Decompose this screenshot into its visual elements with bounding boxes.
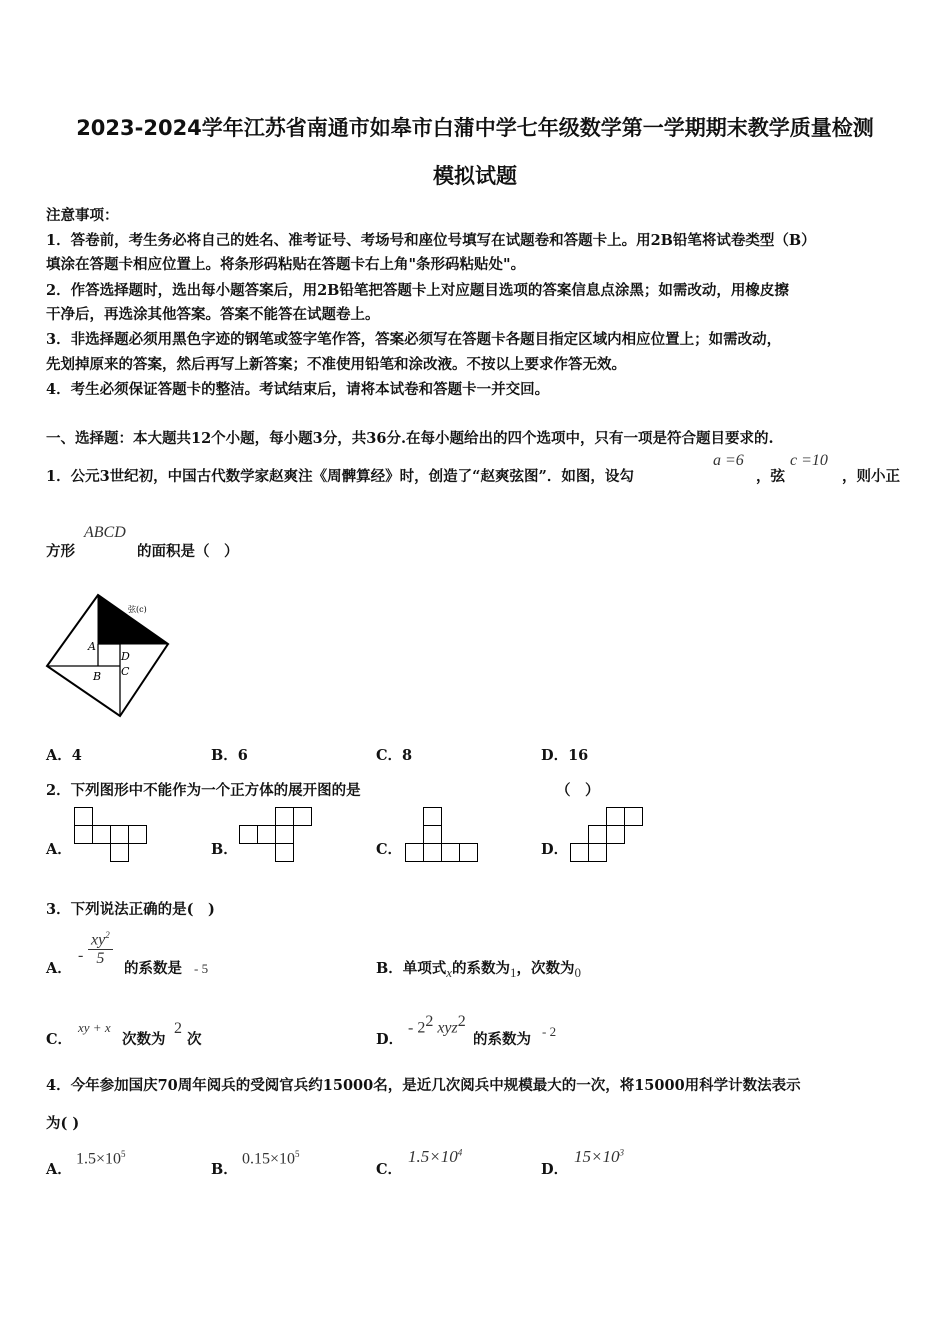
q3-c-text-2: 次: [187, 1031, 202, 1048]
q3-d-text: 的系数为: [473, 1031, 531, 1048]
notes-line: 1．答卷前，考生务必将自己的姓名、准考证号、考场号和座位号填写在试题卷和答题卡上。用2B铅笔将试卷类型（B）: [46, 232, 816, 249]
q2-option-a-label[interactable]: A．: [46, 841, 72, 858]
q2-net-b[interactable]: [239, 807, 315, 864]
q3-a-text: 的系数是: [124, 960, 182, 977]
q1-text: 方形: [46, 543, 75, 560]
q4-option-c-value[interactable]: $1.5\times 10^4$: [408, 1147, 463, 1166]
q1-text: ，弦: [756, 468, 785, 485]
q1-option-a[interactable]: A．4: [46, 747, 82, 764]
q4-text: 4．今年参加国庆70周年阅兵的受阅官兵约15000名，是近几次阅兵中规模最大的一次，将15000用科学计数法表示: [46, 1077, 801, 1094]
q3-c-text: 次数为: [122, 1031, 166, 1048]
notes-line: 3．非选择题必须用黑色字迹的钢笔或签字笔作答，答案必须写在答题卡各题目指定区域内相应位置上；如需改动，: [46, 331, 782, 348]
q3-option-d-label[interactable]: D．: [376, 1031, 404, 1048]
q4-option-a-label[interactable]: A．: [46, 1161, 72, 1178]
fig-label-b: B: [93, 670, 102, 683]
q4-option-d-value[interactable]: $15\times 10^3$: [574, 1147, 624, 1166]
notes-line: 干净后，再选涂其他答案。答案不能答在试题卷上。: [46, 306, 380, 323]
notes-line: 2．作答选择题时，选出每小题答案后，用2B铅笔把答题卡上对应题目选项的答案信息点涂黑；如需改动，用橡皮擦: [46, 282, 789, 299]
section-heading: 一、选择题：本大题共12个小题，每小题3分，共36分.在每小题给出的四个选项中，只有一项是符合题目要求的.: [46, 430, 774, 447]
q2-option-d-label[interactable]: D．: [541, 841, 569, 858]
page-title: 2023-2024学年江苏省南通市如皋市白蒲中学七年级数学第一学期期末教学质量检测: [76, 116, 874, 140]
q2-text: 2．下列图形中不能作为一个正方体的展开图的是: [46, 782, 361, 799]
notes-line: 先划掉原来的答案，然后再写上新答案；不准使用铅笔和涂改液。不按以上要求作答无效。: [46, 356, 626, 373]
q3-option-c-label[interactable]: C．: [46, 1031, 73, 1048]
q3-text: 3．下列说法正确的是( ): [46, 901, 215, 918]
q3-option-b[interactable]: B．单项式x的系数为1，次数为0: [376, 960, 582, 980]
fig-label-c: C: [121, 665, 130, 678]
q3-a-fraction: $\frac{xy^2}{5}$: [88, 930, 113, 968]
q2-option-c-label[interactable]: C．: [376, 841, 403, 858]
q3-a-minus: -: [78, 947, 84, 964]
notes-line: 4．考生必须保证答题卡的整洁。考试结束后，请将本试卷和答题卡一并交回。: [46, 381, 550, 398]
q4-text-2: 为( ): [46, 1115, 80, 1132]
q1-math-c: c =10: [790, 452, 828, 469]
fig-label-a: A: [88, 640, 96, 653]
q1-math-a: a =6: [713, 452, 744, 469]
q1-option-b[interactable]: B．6: [211, 747, 248, 764]
page-title-line2: 模拟试题: [433, 164, 517, 188]
q4-option-d-label[interactable]: D．: [541, 1161, 569, 1178]
q2-option-b-label[interactable]: B．: [211, 841, 238, 858]
fig-label-d: D: [121, 650, 130, 663]
q2-paren: （ ）: [556, 782, 600, 799]
q4-option-a-value[interactable]: $1.5\times 10^5$: [76, 1149, 126, 1168]
zhao-shuang-figure: [44, 590, 176, 720]
q1-text: ，则小正: [842, 468, 900, 485]
q2-net-d[interactable]: [570, 807, 646, 864]
q4-option-c-label[interactable]: C．: [376, 1161, 403, 1178]
q4-option-b-value[interactable]: $0.15\times 10^5$: [242, 1149, 300, 1168]
q3-a-answer: - 5: [194, 961, 209, 976]
fig-label-xian: 弦(c): [128, 605, 147, 614]
q3-c-expression: xy + x: [78, 1020, 111, 1035]
q1-math-abcd: ABCD: [84, 524, 126, 541]
q1-text: 的面积是（ ）: [137, 543, 239, 560]
q4-option-b-label[interactable]: B．: [211, 1161, 238, 1178]
q2-net-c[interactable]: [405, 807, 481, 864]
notes-line: 填涂在答题卡相应位置上。将条形码粘贴在答题卡右上角"条形码粘贴处"。: [46, 256, 526, 273]
q3-d-expression: - $2^2$ xyz$^2$: [408, 1013, 466, 1037]
q3-d-answer: - 2: [542, 1024, 557, 1039]
notes-heading: 注意事项：: [46, 207, 119, 224]
q3-c-two: 2: [174, 1020, 182, 1037]
q2-net-a[interactable]: [74, 807, 150, 864]
q1-option-d[interactable]: D．16: [541, 747, 589, 764]
q3-option-a-label[interactable]: A．: [46, 960, 72, 977]
q1-text: 1．公元3世纪初，中国古代数学家赵爽注《周髀算经》时，创造了“赵爽弦图”．如图，设勾: [46, 468, 634, 485]
q1-option-c[interactable]: C．8: [376, 747, 413, 764]
